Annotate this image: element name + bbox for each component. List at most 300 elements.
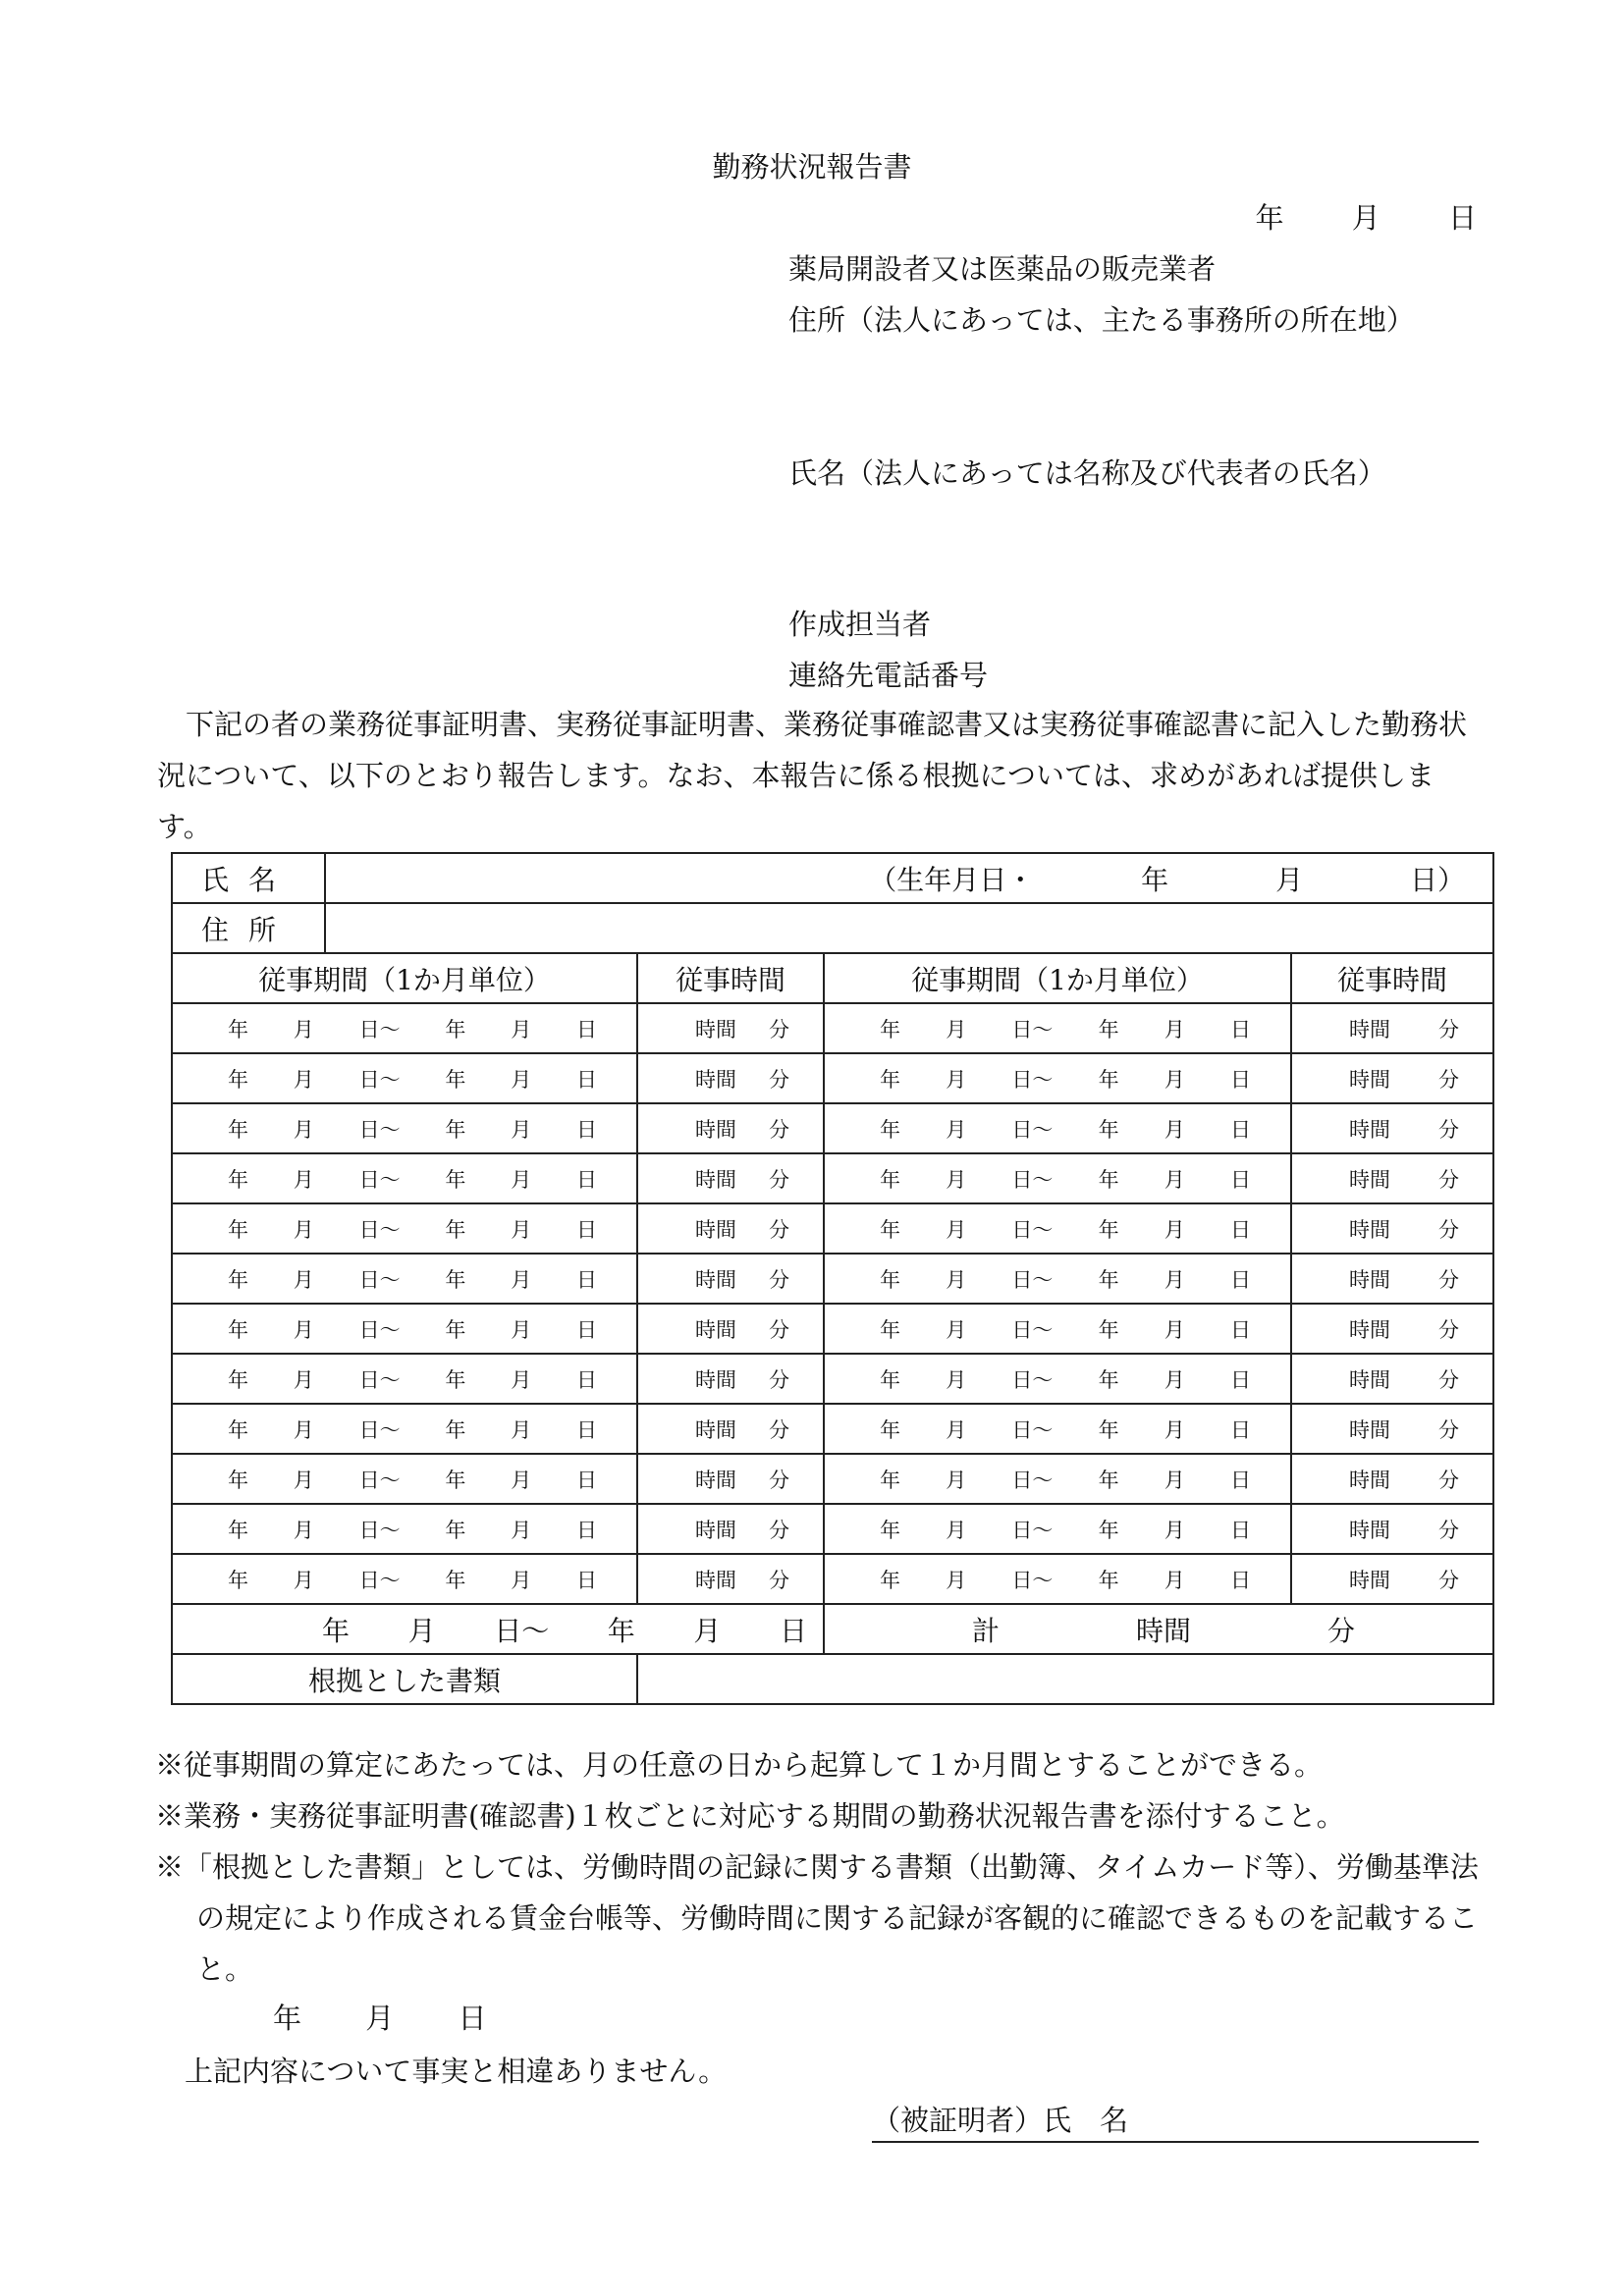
period-unit: 月 <box>293 1067 314 1092</box>
minutes-unit: 分 <box>769 1017 789 1041</box>
hours-unit: 時間 <box>1349 1117 1390 1142</box>
address-row <box>172 903 1493 953</box>
address-label: 住所 <box>200 913 296 946</box>
period-unit: 日 <box>575 1518 597 1542</box>
table-row <box>172 1354 1493 1404</box>
birth-month: 月 <box>1275 863 1304 896</box>
period-unit: 月 <box>293 1017 314 1041</box>
period-unit: 日 <box>575 1367 597 1392</box>
hours-unit: 時間 <box>695 1317 736 1342</box>
note-1: ※従事期間の算定にあたっては、月の任意の日から起算して１か月間とすることができる。 <box>155 1748 1324 1782</box>
period-unit: 日〜 <box>358 1367 401 1392</box>
period-unit: 年 <box>880 1167 900 1192</box>
time-field-left[interactable] <box>637 1053 824 1103</box>
period-unit: 日〜 <box>358 1317 401 1342</box>
time-field-left[interactable] <box>637 1203 824 1254</box>
period-unit: 年 <box>445 1067 466 1092</box>
total-label: 計 <box>972 1614 1001 1647</box>
period-unit: 日 <box>575 1117 597 1142</box>
period-unit: 年 <box>1098 1468 1119 1492</box>
total-start-year: 年 <box>322 1614 351 1647</box>
time-field-right[interactable] <box>1291 1103 1493 1153</box>
period-unit: 年 <box>1098 1017 1119 1041</box>
time-header-left: 従事時間 <box>637 953 824 1003</box>
period-unit: 年 <box>228 1518 248 1542</box>
table-row <box>172 1554 1493 1604</box>
hours-unit: 時間 <box>695 1518 736 1542</box>
time-field-left[interactable] <box>637 1454 824 1504</box>
period-unit: 月 <box>293 1518 314 1542</box>
period-unit: 月 <box>946 1468 967 1492</box>
period-unit: 日〜 <box>1011 1518 1054 1542</box>
period-unit: 年 <box>880 1367 900 1392</box>
period-unit: 月 <box>946 1067 967 1092</box>
hours-unit: 時間 <box>1349 1417 1390 1442</box>
confirmation-statement: 上記内容について事実と相違ありません。 <box>185 2055 728 2088</box>
period-unit: 月 <box>293 1568 314 1592</box>
period-field-left[interactable] <box>172 1554 637 1604</box>
hours-unit: 時間 <box>1349 1317 1390 1342</box>
period-unit: 年 <box>1098 1367 1119 1392</box>
period-field-left[interactable] <box>172 1003 637 1053</box>
hours-unit: 時間 <box>695 1568 736 1592</box>
period-unit: 年 <box>880 1518 900 1542</box>
period-unit: 月 <box>511 1217 532 1242</box>
minutes-unit: 分 <box>769 1117 789 1142</box>
period-unit: 日 <box>1229 1067 1251 1092</box>
time-field-left[interactable] <box>637 1254 824 1304</box>
period-unit: 日〜 <box>1011 1468 1054 1492</box>
hours-unit: 時間 <box>1349 1367 1390 1392</box>
minutes-unit: 分 <box>769 1468 789 1492</box>
sign-date <box>273 1997 541 2037</box>
signer-label: （被証明者）氏 名 <box>872 2104 1129 2137</box>
table-row <box>172 1254 1493 1304</box>
time-field-right[interactable] <box>1291 1003 1493 1053</box>
time-field-right[interactable] <box>1291 1304 1493 1354</box>
period-unit: 年 <box>445 1417 466 1442</box>
period-unit: 年 <box>880 1317 900 1342</box>
period-unit: 年 <box>1098 1417 1119 1442</box>
period-unit: 月 <box>511 1117 532 1142</box>
period-field-right[interactable] <box>824 1203 1291 1254</box>
person-in-charge-label: 作成担当者 <box>788 608 932 641</box>
minutes-unit: 分 <box>769 1568 789 1592</box>
total-end-month: 月 <box>693 1614 722 1647</box>
minutes-unit: 分 <box>1438 1568 1460 1592</box>
period-unit: 月 <box>946 1518 967 1542</box>
period-unit: 年 <box>1098 1117 1119 1142</box>
reporter-address-label: 住所（法人にあっては、主たる事務所の所在地） <box>788 303 1415 337</box>
note-3: ※「根拠とした書類」としては、労働時間の記録に関する書類（出勤簿、タイムカード等）、労働基準法の規定により作成される賃金台帳等、労働時間に関する記録が客観的に確認できるものを記載すること。 <box>155 1850 1479 1986</box>
phone-label: 連絡先電話番号 <box>788 659 989 692</box>
period-unit: 年 <box>445 1317 466 1342</box>
reporter-name-label: 氏名（法人にあっては名称及び代表者の氏名） <box>788 456 1386 490</box>
birth-day: 日） <box>1410 863 1466 896</box>
total-period-cell[interactable] <box>172 1604 824 1654</box>
minutes-unit: 分 <box>769 1167 789 1192</box>
time-field-right[interactable] <box>1291 1254 1493 1304</box>
hours-unit: 時間 <box>1349 1017 1390 1041</box>
sign-date-month: 月 <box>365 2002 395 2035</box>
minutes-unit: 分 <box>1438 1217 1460 1242</box>
period-unit: 月 <box>511 1367 532 1392</box>
period-header-right: 従事期間（1か月単位） <box>824 953 1291 1003</box>
period-field-left[interactable] <box>172 1404 637 1454</box>
minutes-unit: 分 <box>1438 1367 1460 1392</box>
period-unit: 日 <box>1229 1217 1251 1242</box>
period-unit: 日 <box>575 1167 597 1192</box>
minutes-unit: 分 <box>1438 1117 1460 1142</box>
total-end-day: 日 <box>779 1614 807 1647</box>
table-row <box>172 1103 1493 1153</box>
period-field-right[interactable] <box>824 1454 1291 1504</box>
hours-unit: 時間 <box>695 1117 736 1142</box>
time-header-right: 従事時間 <box>1291 953 1493 1003</box>
period-field-left[interactable] <box>172 1103 637 1153</box>
minutes-unit: 分 <box>769 1518 789 1542</box>
name-label: 氏名 <box>200 863 296 896</box>
period-unit: 年 <box>228 1417 248 1442</box>
period-unit: 日〜 <box>1011 1267 1054 1292</box>
period-unit: 日 <box>575 1067 597 1092</box>
period-unit: 月 <box>946 1568 967 1592</box>
period-unit: 年 <box>1098 1317 1119 1342</box>
minutes-unit: 分 <box>1438 1067 1460 1092</box>
period-unit: 月 <box>1164 1217 1185 1242</box>
minutes-unit: 分 <box>1438 1017 1460 1041</box>
period-unit: 日〜 <box>1011 1568 1054 1592</box>
period-unit: 年 <box>228 1317 248 1342</box>
period-unit: 年 <box>445 1167 466 1192</box>
total-start-month: 月 <box>407 1614 436 1647</box>
minutes-unit: 分 <box>1438 1518 1460 1542</box>
minutes-unit: 分 <box>769 1317 789 1342</box>
period-unit: 年 <box>1098 1518 1119 1542</box>
period-field-left[interactable] <box>172 1153 637 1203</box>
hours-unit: 時間 <box>695 1267 736 1292</box>
notes <box>155 1739 1500 1995</box>
period-unit: 年 <box>1098 1267 1119 1292</box>
period-unit: 年 <box>228 1117 248 1142</box>
period-unit: 月 <box>293 1468 314 1492</box>
period-unit: 年 <box>1098 1067 1119 1092</box>
time-field-left[interactable] <box>637 1153 824 1203</box>
period-unit: 日〜 <box>358 1017 401 1041</box>
hours-unit: 時間 <box>695 1417 736 1442</box>
minutes-unit: 分 <box>769 1217 789 1242</box>
table-row <box>172 1504 1493 1554</box>
period-unit: 年 <box>880 1267 900 1292</box>
period-unit: 月 <box>1164 1117 1185 1142</box>
period-unit: 日 <box>1229 1167 1251 1192</box>
period-unit: 月 <box>1164 1017 1185 1041</box>
document-title: 勤務状況報告書 <box>712 150 912 184</box>
period-unit: 年 <box>445 1017 466 1041</box>
period-unit: 日 <box>1229 1367 1251 1392</box>
hours-unit: 時間 <box>695 1468 736 1492</box>
period-unit: 年 <box>228 1017 248 1041</box>
period-unit: 年 <box>445 1518 466 1542</box>
report-date-day: 日 <box>1447 201 1477 235</box>
period-field-right[interactable] <box>824 1554 1291 1604</box>
minutes-unit: 分 <box>769 1417 789 1442</box>
address-label-cell <box>172 903 325 953</box>
time-field-left[interactable] <box>637 1003 824 1053</box>
total-hours-unit: 時間 <box>1136 1614 1192 1647</box>
period-unit: 年 <box>880 1568 900 1592</box>
period-unit: 月 <box>511 1568 532 1592</box>
period-unit: 月 <box>946 1417 967 1442</box>
period-unit: 日〜 <box>358 1117 401 1142</box>
time-field-right[interactable] <box>1291 1354 1493 1404</box>
period-unit: 月 <box>511 1518 532 1542</box>
period-unit: 年 <box>1098 1568 1119 1592</box>
period-unit: 月 <box>946 1267 967 1292</box>
period-field-left[interactable] <box>172 1254 637 1304</box>
period-field-left[interactable] <box>172 1304 637 1354</box>
hours-unit: 時間 <box>695 1367 736 1392</box>
period-unit: 日 <box>1229 1468 1251 1492</box>
basis-field[interactable] <box>637 1654 1493 1704</box>
table-row <box>172 1203 1493 1254</box>
period-unit: 月 <box>511 1017 532 1041</box>
minutes-unit: 分 <box>769 1067 789 1092</box>
total-row <box>172 1604 1493 1654</box>
hours-unit: 時間 <box>695 1067 736 1092</box>
period-unit: 月 <box>1164 1167 1185 1192</box>
period-unit: 日〜 <box>1011 1417 1054 1442</box>
minutes-unit: 分 <box>1438 1417 1460 1442</box>
time-field-left[interactable] <box>637 1504 824 1554</box>
total-end-year: 年 <box>607 1614 635 1647</box>
period-unit: 日 <box>575 1267 597 1292</box>
period-unit: 日 <box>575 1417 597 1442</box>
hours-unit: 時間 <box>1349 1267 1390 1292</box>
period-unit: 日〜 <box>358 1518 401 1542</box>
period-unit: 日〜 <box>1011 1117 1054 1142</box>
sign-date-year: 年 <box>273 2002 302 2035</box>
hours-unit: 時間 <box>695 1217 736 1242</box>
period-unit: 月 <box>511 1468 532 1492</box>
period-unit: 年 <box>445 1267 466 1292</box>
period-unit: 日 <box>575 1217 597 1242</box>
report-date <box>1256 196 1477 237</box>
period-unit: 月 <box>946 1217 967 1242</box>
period-field-right[interactable] <box>824 1003 1291 1053</box>
address-field[interactable] <box>325 903 1493 953</box>
period-unit: 日〜 <box>1011 1167 1054 1192</box>
basis-row <box>172 1654 1493 1704</box>
period-unit: 日 <box>1229 1317 1251 1342</box>
report-date-year: 年 <box>1255 201 1284 235</box>
minutes-unit: 分 <box>1438 1468 1460 1492</box>
time-field-left[interactable] <box>637 1354 824 1404</box>
period-unit: 日 <box>1229 1017 1251 1041</box>
period-field-right[interactable] <box>824 1304 1291 1354</box>
period-unit: 日〜 <box>1011 1317 1054 1342</box>
period-unit: 月 <box>1164 1518 1185 1542</box>
period-unit: 月 <box>511 1267 532 1292</box>
period-unit: 月 <box>511 1317 532 1342</box>
period-field-left[interactable] <box>172 1504 637 1554</box>
period-unit: 月 <box>1164 1317 1185 1342</box>
birth-open: （生年月日・ <box>869 863 1035 896</box>
time-field-right[interactable] <box>1291 1153 1493 1203</box>
period-unit: 日 <box>1229 1267 1251 1292</box>
signer-name-field[interactable] <box>872 2099 1479 2143</box>
time-field-right[interactable] <box>1291 1454 1493 1504</box>
period-unit: 月 <box>293 1217 314 1242</box>
birth-year: 年 <box>1141 863 1169 896</box>
period-unit: 日 <box>1229 1518 1251 1542</box>
time-field-left[interactable] <box>637 1554 824 1604</box>
period-unit: 日 <box>575 1017 597 1041</box>
period-unit: 日〜 <box>358 1167 401 1192</box>
period-unit: 月 <box>1164 1367 1185 1392</box>
period-header-left: 従事期間（1か月単位） <box>172 953 637 1003</box>
hours-unit: 時間 <box>1349 1167 1390 1192</box>
period-field-left[interactable] <box>172 1203 637 1254</box>
name-field[interactable] <box>325 853 1493 903</box>
period-unit: 日 <box>1229 1568 1251 1592</box>
period-unit: 月 <box>293 1367 314 1392</box>
period-unit: 日〜 <box>1011 1067 1054 1092</box>
period-unit: 日 <box>575 1317 597 1342</box>
work-status-table <box>171 852 1494 1705</box>
period-field-right[interactable] <box>824 1354 1291 1404</box>
period-unit: 月 <box>293 1317 314 1342</box>
period-unit: 年 <box>880 1117 900 1142</box>
hours-unit: 時間 <box>1349 1518 1390 1542</box>
period-unit: 月 <box>511 1417 532 1442</box>
period-unit: 月 <box>946 1317 967 1342</box>
period-unit: 年 <box>228 1067 248 1092</box>
table-row <box>172 1053 1493 1103</box>
period-unit: 年 <box>445 1117 466 1142</box>
period-unit: 日〜 <box>358 1468 401 1492</box>
period-field-left[interactable] <box>172 1053 637 1103</box>
period-field-left[interactable] <box>172 1354 637 1404</box>
period-unit: 月 <box>946 1367 967 1392</box>
hours-unit: 時間 <box>695 1017 736 1041</box>
period-field-right[interactable] <box>824 1404 1291 1454</box>
table-row <box>172 1153 1493 1203</box>
table-row <box>172 1454 1493 1504</box>
basis-label: 根拠とした書類 <box>172 1654 637 1704</box>
period-unit: 年 <box>880 1217 900 1242</box>
period-unit: 年 <box>228 1267 248 1292</box>
time-field-right[interactable] <box>1291 1203 1493 1254</box>
time-field-left[interactable] <box>637 1404 824 1454</box>
hours-unit: 時間 <box>1349 1568 1390 1592</box>
period-unit: 月 <box>293 1117 314 1142</box>
time-field-left[interactable] <box>637 1304 824 1354</box>
period-unit: 月 <box>946 1117 967 1142</box>
total-minutes-unit: 分 <box>1327 1614 1356 1647</box>
hours-unit: 時間 <box>695 1167 736 1192</box>
period-unit: 年 <box>228 1367 248 1392</box>
period-unit: 月 <box>1164 1067 1185 1092</box>
time-field-right[interactable] <box>1291 1504 1493 1554</box>
period-unit: 月 <box>946 1017 967 1041</box>
period-unit: 年 <box>445 1568 466 1592</box>
minutes-unit: 分 <box>769 1367 789 1392</box>
minutes-unit: 分 <box>1438 1167 1460 1192</box>
period-unit: 年 <box>228 1568 248 1592</box>
period-unit: 日〜 <box>1011 1017 1054 1041</box>
period-unit: 日〜 <box>1011 1367 1054 1392</box>
period-unit: 年 <box>228 1468 248 1492</box>
hours-unit: 時間 <box>1349 1067 1390 1092</box>
period-field-left[interactable] <box>172 1454 637 1504</box>
period-unit: 日 <box>1229 1417 1251 1442</box>
note-2: ※業務・実務従事証明書(確認書)１枚ごとに対応する期間の勤務状況報告書を添付すること。 <box>155 1799 1345 1833</box>
period-unit: 日〜 <box>358 1067 401 1092</box>
period-unit: 年 <box>880 1468 900 1492</box>
name-row <box>172 853 1493 903</box>
period-unit: 年 <box>880 1017 900 1041</box>
sign-date-day: 日 <box>458 2002 487 2035</box>
hours-unit: 時間 <box>1349 1217 1390 1242</box>
period-unit: 日 <box>575 1568 597 1592</box>
hours-unit: 時間 <box>1349 1468 1390 1492</box>
total-time-cell[interactable] <box>824 1604 1493 1654</box>
period-field-right[interactable] <box>824 1254 1291 1304</box>
intro-paragraph: 下記の者の業務従事証明書、実務従事証明書、業務従事確認書又は実務従事確認書に記入した勤務状況について、以下のとおり報告します。なお、本報告に係る根拠については、求めがあれば提供します。 <box>157 708 1468 843</box>
time-field-right[interactable] <box>1291 1404 1493 1454</box>
period-unit: 月 <box>293 1267 314 1292</box>
name-label-cell <box>172 853 325 903</box>
table-row <box>172 1304 1493 1354</box>
period-unit: 年 <box>880 1417 900 1442</box>
period-unit: 月 <box>293 1417 314 1442</box>
period-unit: 年 <box>228 1167 248 1192</box>
minutes-unit: 分 <box>769 1267 789 1292</box>
period-field-right[interactable] <box>824 1053 1291 1103</box>
period-unit: 月 <box>1164 1568 1185 1592</box>
minutes-unit: 分 <box>1438 1317 1460 1342</box>
period-unit: 年 <box>1098 1217 1119 1242</box>
period-unit: 年 <box>445 1468 466 1492</box>
period-unit: 日〜 <box>358 1217 401 1242</box>
report-date-month: 月 <box>1351 201 1380 235</box>
period-unit: 年 <box>1098 1167 1119 1192</box>
period-unit: 年 <box>880 1067 900 1092</box>
period-unit: 日 <box>575 1468 597 1492</box>
period-field-right[interactable] <box>824 1504 1291 1554</box>
time-field-right[interactable] <box>1291 1554 1493 1604</box>
time-field-right[interactable] <box>1291 1053 1493 1103</box>
period-unit: 日 <box>1229 1117 1251 1142</box>
reporter-role: 薬局開設者又は医薬品の販売業者 <box>788 252 1217 286</box>
period-unit: 月 <box>946 1167 967 1192</box>
period-unit: 日〜 <box>358 1568 401 1592</box>
table-row <box>172 1404 1493 1454</box>
table-row <box>172 1003 1493 1053</box>
minutes-unit: 分 <box>1438 1267 1460 1292</box>
period-unit: 月 <box>511 1167 532 1192</box>
header-row <box>172 953 1493 1003</box>
period-unit: 年 <box>445 1367 466 1392</box>
period-unit: 月 <box>293 1167 314 1192</box>
period-field-right[interactable] <box>824 1153 1291 1203</box>
period-unit: 月 <box>1164 1417 1185 1442</box>
period-field-right[interactable] <box>824 1103 1291 1153</box>
period-unit: 日〜 <box>358 1417 401 1442</box>
time-field-left[interactable] <box>637 1103 824 1153</box>
period-unit: 月 <box>1164 1267 1185 1292</box>
